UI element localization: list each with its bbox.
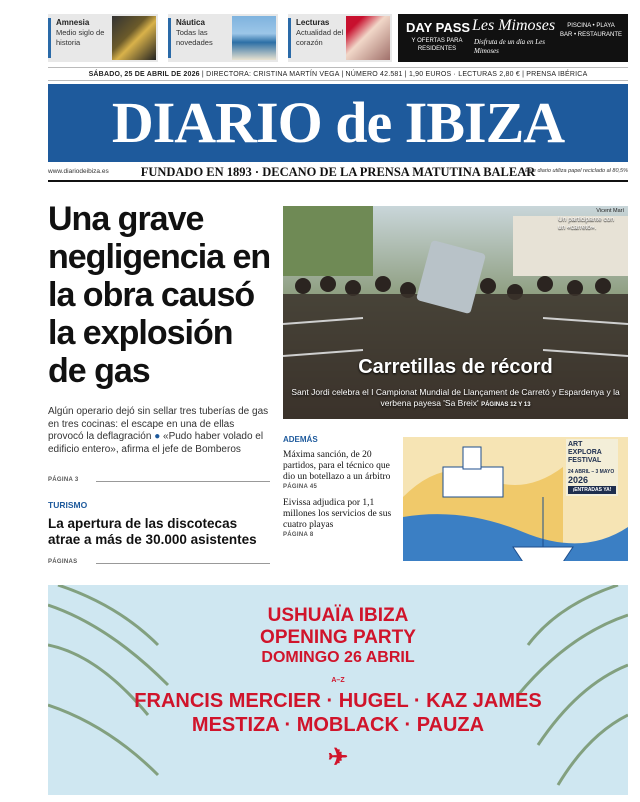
teaser-label: Náutica bbox=[176, 18, 205, 27]
art-ad-badge bbox=[566, 439, 618, 496]
promo-tagline: Disfruta de un día en Les Mimoses bbox=[474, 38, 545, 55]
promo-side-line: BAR • RESTAURANTE bbox=[560, 32, 622, 38]
lead-headline[interactable]: Una grave negligencia en la obra causó la explosión de gas bbox=[48, 200, 271, 390]
teaser-thumbnail bbox=[346, 16, 390, 60]
lead-summary-text: Algún operario dejó sin sellar tres tuberías de gas en tres cocinas: el escape en una de ellas provocó la deflagración bbox=[48, 406, 269, 442]
art-ad-line: ART bbox=[568, 441, 583, 448]
second-page-ref: PÁGINAS bbox=[48, 559, 78, 565]
teaser-label: Lecturas bbox=[296, 18, 330, 27]
ad-line-1: USHUAÏA IBIZA bbox=[267, 605, 409, 626]
ad-line-3: DOMINGO 26 ABRIL bbox=[261, 649, 415, 666]
ushuaia-ad[interactable] bbox=[48, 585, 628, 795]
teaser-lecturas[interactable] bbox=[288, 14, 392, 62]
promo-side bbox=[558, 22, 624, 40]
lead-summary bbox=[48, 406, 270, 456]
additional-item-2-page: PÁGINA 8 bbox=[283, 532, 314, 538]
teaser-thumbnail bbox=[112, 16, 156, 60]
photo-credit: Vicent Marí bbox=[596, 208, 624, 214]
promo-brand: Les Mimoses bbox=[472, 17, 556, 34]
additional-item-1-page: PÁGINA 45 bbox=[283, 484, 318, 490]
lead-quote: «Pudo haber volado el edificio entero», afirma el jefe de Bomberos bbox=[48, 431, 264, 455]
ad-line-2: OPENING PARTY bbox=[260, 627, 416, 648]
bird-logo-icon: ✈ bbox=[327, 744, 349, 771]
ad-artists-2: MESTIZA · MOBLACK · PAUZA bbox=[191, 714, 485, 736]
second-headline[interactable]: La apertura de las discotecas atrae a más de 30.000 asistentes bbox=[48, 516, 257, 547]
masthead-title: DIARIO de IBIZA bbox=[111, 90, 565, 155]
art-festival-ad[interactable] bbox=[403, 437, 628, 577]
additional-label: ADEMÁS bbox=[283, 435, 318, 444]
edition-date: SÁBADO, 25 DE ABRIL DE 2026 bbox=[88, 71, 200, 78]
masthead[interactable] bbox=[48, 84, 628, 162]
photo-text bbox=[289, 387, 622, 410]
ad-az: A–Z bbox=[331, 677, 345, 684]
promo-side-line: PISCINA • PLAYA bbox=[567, 23, 615, 29]
promo-day-pass[interactable] bbox=[398, 14, 628, 62]
additional-item-1[interactable]: Máxima sanción, de 20 partidos, para el técnico que dio un botellazo a un árbitro bbox=[283, 450, 391, 482]
teaser-amnesia[interactable] bbox=[48, 14, 158, 62]
edition-meta: SÁBADO, 25 DE ABRIL DE 2026 | DIRECTORA: CRISTINA MARTÍN VEGA | NÚMERO 42.581 | 1,90 EUROS · LECTURAS 2,80 € | PRENSA IBÉRICA bbox=[48, 67, 628, 81]
photo-text-body: Sant Jordi celebra el I Campionat Mundial de Llançament de Carretó y Espardenya y la verbena payesa 'Sa Breix' bbox=[291, 387, 620, 408]
edition-group: PRENSA IBÉRICA bbox=[526, 71, 588, 78]
photo-title: Carretillas de récord bbox=[358, 356, 553, 378]
edition-number: NÚMERO 42.581 bbox=[345, 71, 403, 78]
teaser-text: Medio siglo de historia bbox=[56, 28, 105, 47]
teaser-text: Actualidad del corazón bbox=[296, 28, 344, 47]
teaser-bar bbox=[48, 18, 51, 58]
art-ad-line: EXPLORA bbox=[568, 449, 602, 456]
art-ad-year: 2026 bbox=[568, 475, 589, 485]
promo-title: DAY PASS bbox=[406, 20, 471, 35]
art-ad-dates: 24 ABRIL – 3 MAYO bbox=[568, 469, 615, 475]
teaser-text: Todas las novedades bbox=[176, 28, 213, 47]
website-link[interactable]: www.diariodeibiza.es bbox=[48, 168, 109, 175]
promo-sub: Y OFERTAS PARA RESIDENTES bbox=[411, 38, 463, 52]
teaser-bar bbox=[168, 18, 171, 58]
divider bbox=[96, 481, 270, 482]
edition-price: 1,90 EUROS · LECTURAS 2,80 € bbox=[408, 71, 520, 78]
additional-item-2[interactable]: Eivissa adjudica por 1,1 millones los servicios de sus cuatro playas bbox=[283, 498, 392, 530]
edition-director: DIRECTORA: CRISTINA MARTÍN VEGA bbox=[206, 71, 340, 78]
founded-line: FUNDADO EN 1893 · DECANO DE LA PRENSA MATUTINA BALEAR bbox=[140, 165, 536, 179]
lead-page-ref: PÁGINA 3 bbox=[48, 477, 79, 483]
art-ad-line: FESTIVAL bbox=[568, 457, 602, 464]
ad-artists-1: FRANCIS MERCIER · HUGEL · KAZ JAMES bbox=[134, 690, 542, 712]
teaser-bar bbox=[288, 18, 291, 58]
photo-page-ref: PÁGINAS 12 Y 13 bbox=[481, 401, 531, 408]
section-label: TURISMO bbox=[48, 500, 88, 510]
bullet-icon: ● bbox=[154, 431, 161, 442]
teaser-thumbnail bbox=[232, 16, 276, 60]
recycle-note: Este diario utiliza papel reciclado al 80,5% bbox=[524, 168, 628, 174]
additional-column bbox=[283, 435, 395, 538]
main-photo[interactable] bbox=[283, 206, 628, 419]
teaser-label: Amnesia bbox=[56, 18, 90, 27]
photo-caption-tag: Un participante con un «carretó». bbox=[558, 216, 615, 231]
teaser-nautica[interactable] bbox=[168, 14, 278, 62]
masthead-subline bbox=[48, 164, 628, 182]
art-ad-cta: ¡ENTRADAS YA! bbox=[568, 486, 616, 494]
divider bbox=[96, 563, 270, 564]
